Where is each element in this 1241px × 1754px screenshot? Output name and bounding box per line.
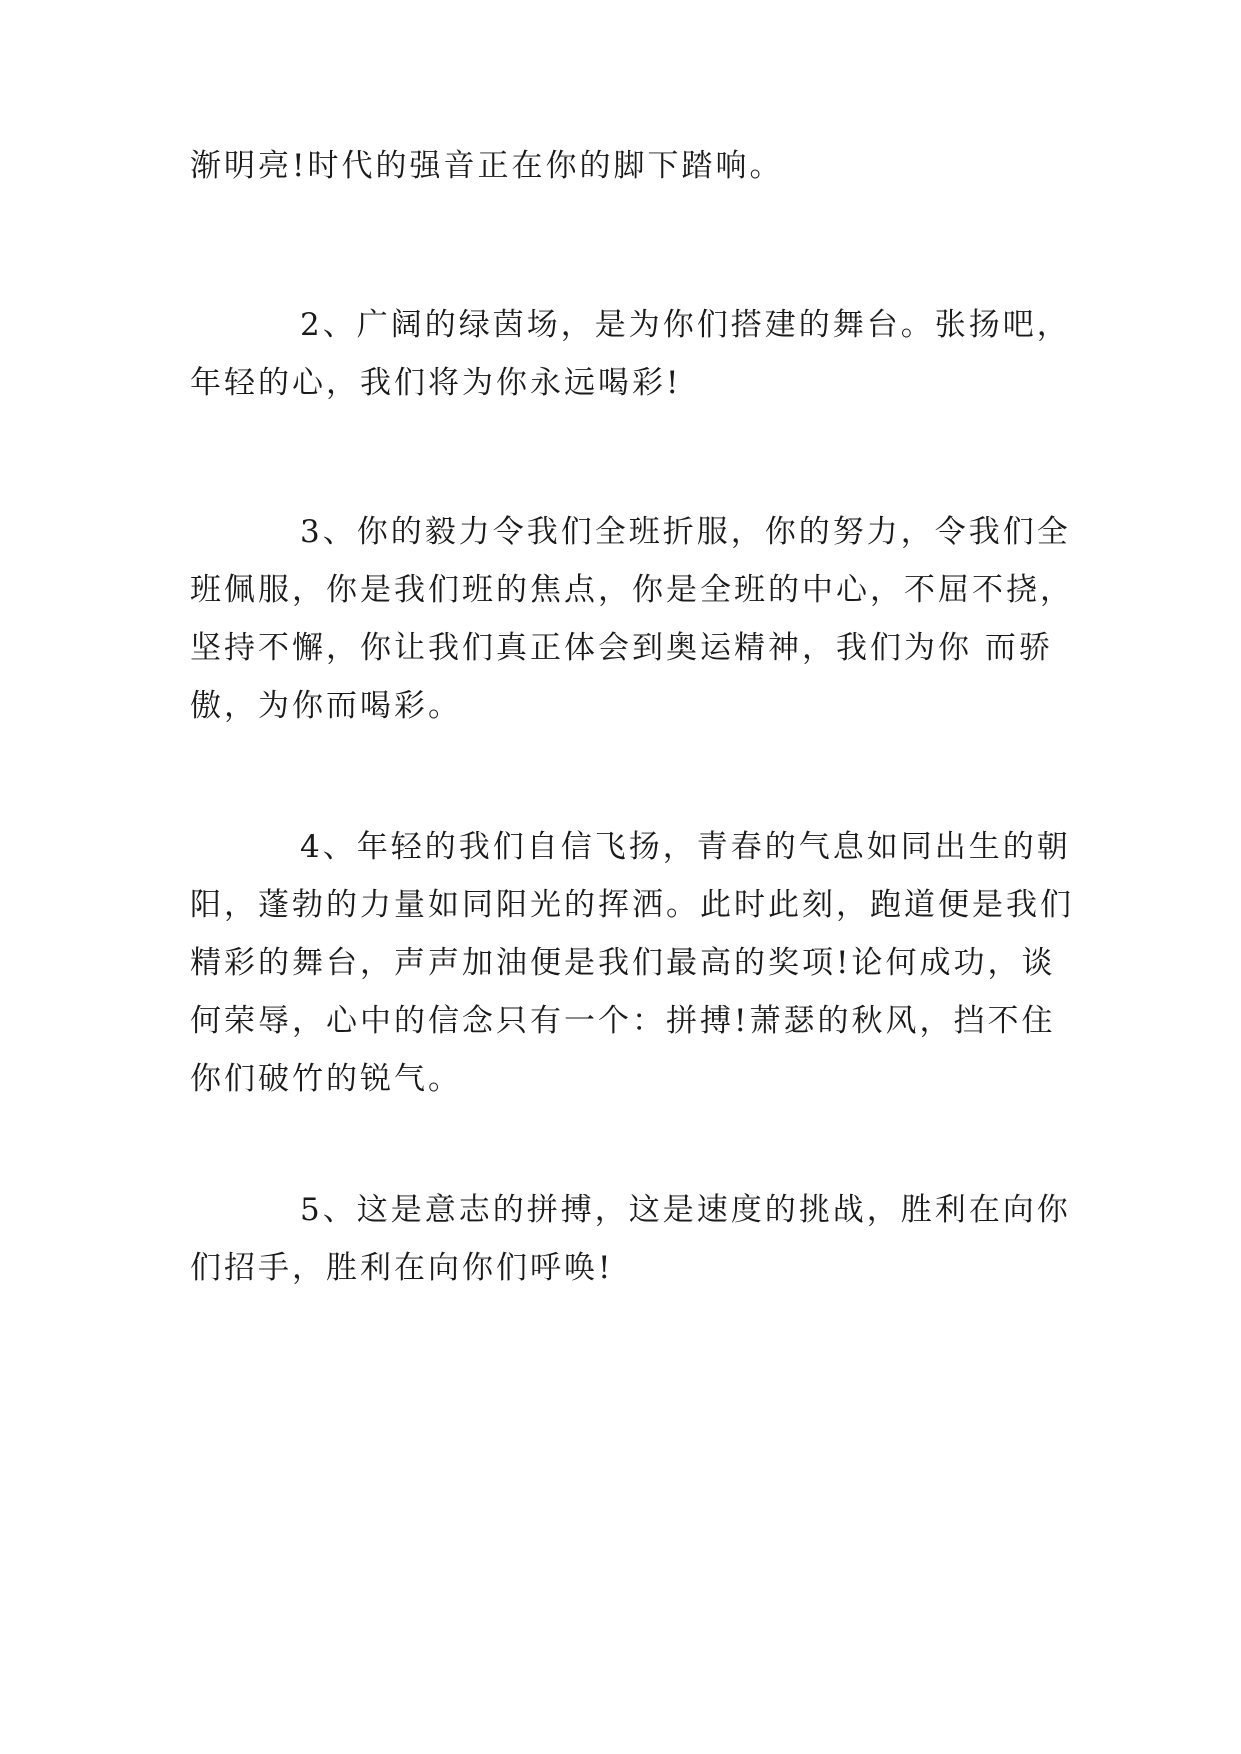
text-line: 渐明亮!时代的强音正在你的脚下踏响。	[190, 148, 784, 184]
text-line: 年轻的心，我们将为你永远喝彩!	[190, 365, 682, 401]
text-line: 3、你的毅力令我们全班折服，你的努力，令我们全	[300, 514, 1071, 550]
text-line: 阳，蓬勃的力量如同阳光的挥洒。此时此刻，跑道便是我们	[190, 887, 1074, 923]
paragraph-continuation	[190, 137, 1070, 195]
paragraph-4	[190, 818, 1074, 1108]
text-line: 坚持不懈，你让我们真正体会到奥运精神，我们为你 而骄	[190, 630, 1053, 666]
text-line: 傲，为你而喝彩。	[190, 688, 462, 724]
text-line: 何荣辱，心中的信念只有一个：拼搏!萧瑟的秋风，挡不住	[190, 1003, 1056, 1039]
text-line: 班佩服，你是我们班的焦点，你是全班的中心，不屈不挠，	[190, 572, 1074, 608]
text-line: 你们破竹的锐气。	[190, 1061, 462, 1097]
paragraph-2	[190, 296, 1070, 412]
text-line: 们招手，胜利在向你们呼唤!	[190, 1250, 614, 1286]
paragraph-3	[190, 503, 1074, 735]
text-line: 精彩的舞台，声声加油便是我们最高的奖项!论何成功，谈	[190, 945, 1056, 981]
text-line: 4、年轻的我们自信飞扬，青春的气息如同出生的朝	[300, 829, 1071, 865]
text-line: 5、这是意志的拼搏，这是速度的挑战，胜利在向你	[300, 1192, 1071, 1228]
text-line: 2、广阔的绿茵场，是为你们搭建的舞台。张扬吧，	[300, 307, 1071, 343]
paragraph-5	[190, 1181, 1070, 1297]
